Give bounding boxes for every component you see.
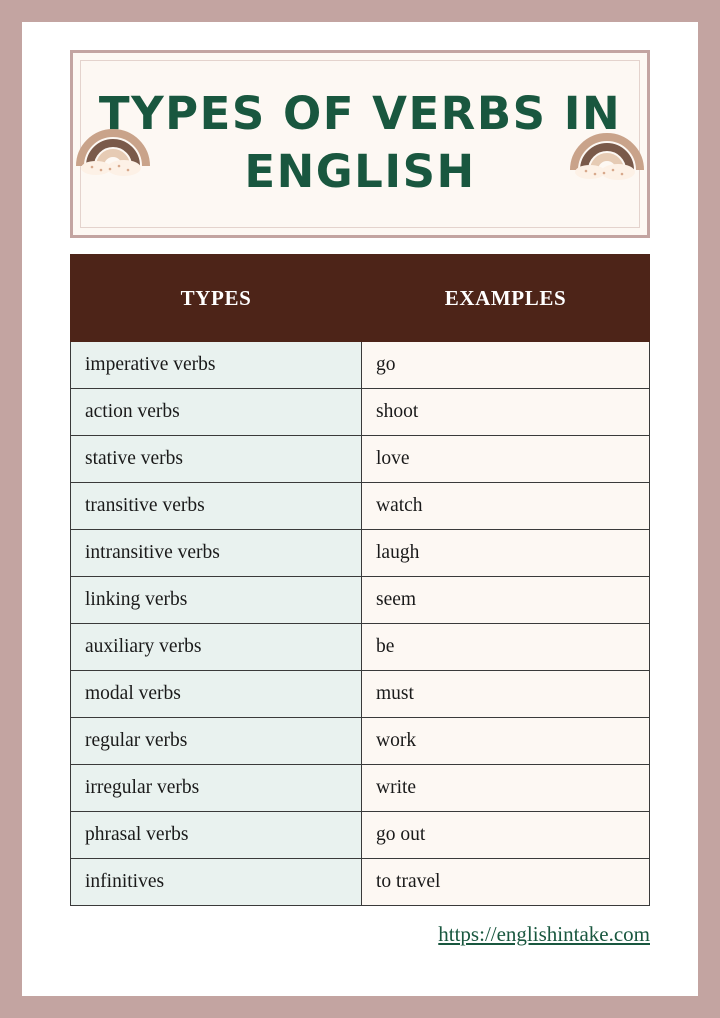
verbs-table-wrapper xyxy=(70,254,650,906)
rainbow-icon xyxy=(74,118,152,178)
table-row xyxy=(71,671,650,718)
cell-example: shoot xyxy=(362,389,650,436)
cell-type: phrasal verbs xyxy=(71,812,362,859)
cell-example: write xyxy=(362,765,650,812)
table-row xyxy=(71,342,650,389)
cell-example: seem xyxy=(362,577,650,624)
column-header-examples: EXAMPLES xyxy=(362,255,650,342)
website-link[interactable]: https://englishintake.com xyxy=(438,922,650,946)
table-row xyxy=(71,389,650,436)
table-row xyxy=(71,483,650,530)
cell-type: regular verbs xyxy=(71,718,362,765)
cell-example: go out xyxy=(362,812,650,859)
cell-type: imperative verbs xyxy=(71,342,362,389)
table-row xyxy=(71,530,650,577)
table-body xyxy=(71,342,650,906)
cell-type: infinitives xyxy=(71,859,362,906)
cell-example: go xyxy=(362,342,650,389)
cell-type: linking verbs xyxy=(71,577,362,624)
cell-type: irregular verbs xyxy=(71,765,362,812)
table-row xyxy=(71,624,650,671)
poster-card xyxy=(22,22,698,996)
table-row xyxy=(71,859,650,906)
table-row xyxy=(71,436,650,483)
table-header-row xyxy=(71,255,650,342)
title-banner xyxy=(70,50,650,238)
cell-example: be xyxy=(362,624,650,671)
rainbow-icon xyxy=(568,122,646,182)
cell-type: auxiliary verbs xyxy=(71,624,362,671)
cell-example: watch xyxy=(362,483,650,530)
table-row xyxy=(71,718,650,765)
table-row xyxy=(71,577,650,624)
cell-type: intransitive verbs xyxy=(71,530,362,577)
cell-example: laugh xyxy=(362,530,650,577)
cell-example: must xyxy=(362,671,650,718)
column-header-types: TYPES xyxy=(71,255,362,342)
cell-type: action verbs xyxy=(71,389,362,436)
cell-type: modal verbs xyxy=(71,671,362,718)
table-row xyxy=(71,765,650,812)
cell-type: transitive verbs xyxy=(71,483,362,530)
page-title: TYPES OF VERBS IN ENGLISH xyxy=(98,87,622,198)
cell-example: to travel xyxy=(362,859,650,906)
table-row xyxy=(71,812,650,859)
table-header xyxy=(71,255,650,342)
verbs-table xyxy=(70,254,650,906)
cell-example: work xyxy=(362,718,650,765)
cell-example: love xyxy=(362,436,650,483)
cell-type: stative verbs xyxy=(71,436,362,483)
title-inner-frame xyxy=(80,60,640,228)
